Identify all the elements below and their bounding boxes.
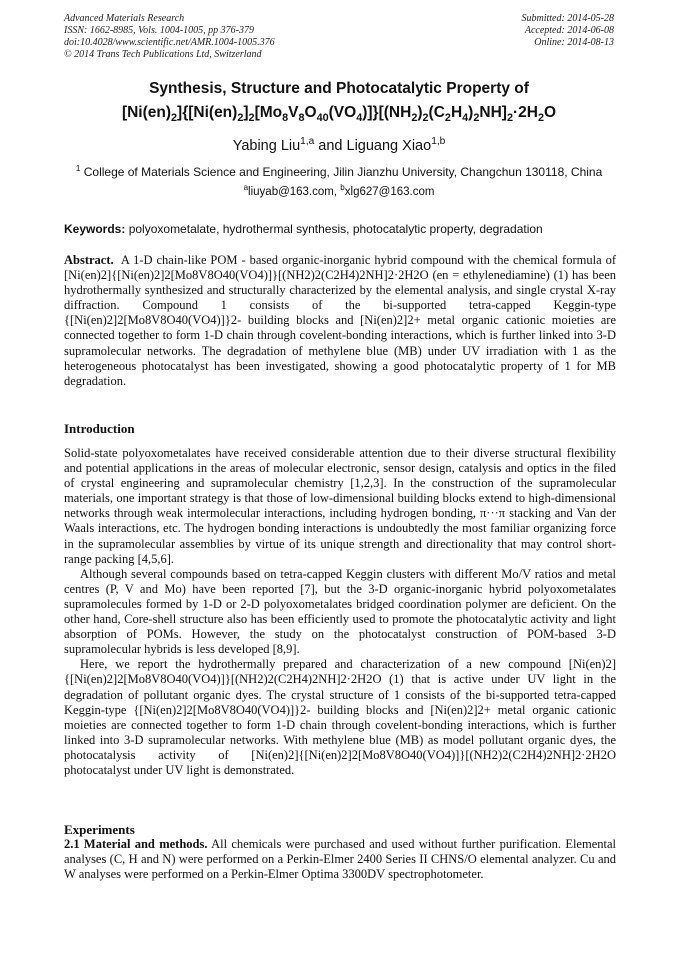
paragraph: Although several compounds based on tetra-capped Keggin clusters with different Mo/V ratios and metal centres (P, V and Mo) have been reported [7], but the 3-D organic-inorganic hybrid polyoxometalates supramolecules formed by 1-D or 2-D polyoxometalates bridged coordination polymer are deficient. On the other hand, Core-shell structure also has been efficiently used to promote the photocatalytic activity and light absorption of POMs. However, the study on the photocatalyst construction of POM-based 3-D supramolecular hybrids is less developed [8,9]. [64, 566, 616, 657]
affiliation-number: 1 [75, 163, 81, 173]
keywords-label: Keywords: [64, 222, 126, 236]
experiments-body [64, 837, 616, 882]
author-affiliation-mark: 1,a [300, 136, 315, 148]
affiliation-text: College of Materials Science and Engineering, Jilin Jianzhu University, Changchun 130118, China [83, 165, 603, 179]
introduction-heading: Introduction [64, 421, 135, 436]
journal-header [64, 13, 275, 61]
online-date: Online: 2014-08-13 [534, 37, 614, 48]
keywords-text: polyoxometalate, hydrothermal synthesis, photocatalytic property, degradation [128, 222, 543, 236]
email-mark: a [243, 183, 249, 193]
author-affiliation-mark: 1,b [431, 136, 446, 148]
author-name: Yabing Liu [232, 138, 301, 154]
introduction-body [64, 446, 616, 778]
abstract-label: Abstract. [64, 253, 114, 267]
copyright-line: © 2014 Trans Tech Publications Ltd, Switzerland [64, 49, 262, 60]
accepted-date: Accepted: 2014-06-08 [524, 25, 614, 36]
dates-header [522, 13, 615, 49]
experiments-heading: Experiments [64, 822, 135, 837]
subsection-label: 2.1 Material and methods. [64, 837, 208, 851]
paragraph: Here, we report the hydrothermally prepared and characterization of a new compound [Ni(en)2]{[Ni(en)2]2[Mo8V8O40(VO4)]}[(NH2)2(C2H4)2NH]2·2H2O (1) that is active under UV light in the degradation of pollutant organic dyes. The crystal structure of 1 consists of the bi-supported tetra-capped Keggin-type {[Ni(en)2]2[Mo8V8O40(VO4)]}2- building blocks and [Ni(en)2]2+ metal organic cationic moieties are connected together to form 1-D chain through covelent-bonding interactions, which is further linked into 3-D supramolecular networks. With methylene blue (MB) as model pollutant organic dyes, the photocatalysis activity of [Ni(en)2]{[Ni(en)2]2[Mo8V8O40(VO4)]}[(NH2)2(C2H4)2NH]2·2H2O photocatalyst under UV light is demonstrated. [64, 657, 616, 777]
author-name: Liguang Xiao [346, 138, 432, 154]
paragraph: Solid-state polyoxometalates have received considerable attention due to their diverse structural flexibility and potential applications in the areas of molecular electronic, sensor design, catalysis and optics in the filed of crystal engineering and supramolecular chemistry [1,2,3]. In the construction of the supramolecular materials, one important strategy is that those of low-dimensional building blocks extend to high-dimensional networks through weak intermolecular interactions, including hydrogen bonding, π···π stacking and Van der Waals interactions, etc. The hydrogen bonding interactions is undoubtedly the most familiar organizing force in the supramolecular assemblies by virtue of its unique strength and directionality that may control short-range packing [4,5,6]. [64, 446, 616, 566]
email-line [40, 183, 638, 198]
paragraph: All chemicals were purchased and used without further purification. Elemental analyses (C, H and N) were performed on a Perkin-Elmer 2400 Series II CHNS/O elemental analyzer. Cu and W analyses were performed on a Perkin-Elmer Optima 3300DV spectrophotometer. [64, 837, 617, 882]
email-mark: b [340, 183, 345, 193]
affiliation [40, 165, 638, 179]
author-conjunction: and [318, 138, 343, 154]
issn-line: ISSN: 1662-8985, Vols. 1004-1005, pp 376-379 [64, 25, 254, 36]
email-link[interactable]: liuyab@163.com, [248, 186, 338, 198]
paper-title-formula: $[Ni(en)_2]\{[Ni(en)_2]_2[Mo_8V_8O_{40}(VO_4)]\}[(NH_2)_2(C_2H_4)_2NH]_2\cdot 2H_2O$ [121, 104, 557, 125]
author-list [40, 138, 638, 154]
abstract [64, 253, 616, 389]
journal-name: Advanced Materials Research [64, 13, 185, 24]
doi-line: doi:10.4028/www.scientific.net/AMR.1004-1005.376 [64, 37, 275, 48]
email-link[interactable]: xlg627@163.com [344, 186, 435, 198]
keywords [64, 222, 616, 236]
submitted-date: Submitted: 2014-05-28 [521, 13, 614, 24]
abstract-text: A 1-D chain-like POM - based organic-inorganic hybrid compound with the chemical formula of [Ni(en)2]{[Ni(en)2]2[Mo8V8O40(VO4)]}[(NH2)2(C2H4)2NH]2·2H2O (en = ethylenediamine) (1) has been hydrothermally synthesized and structurally characterized by the elemental analysis, and single crystal X-ray diffraction. Compound 1 consists of the bi-supported tetra-capped Keggin-type {[Ni(en)2]2[Mo8V8O40(VO4)]}2- building blocks and [Ni(en)2]2+ metal organic cationic moieties are connected together to form 1-D chain through covelent-bonding interactions, which is further linked into 3-D supramolecular networks. The degradation of methylene blue (MB) under UV irradiation with 1 as the heterogeneous photocatalyst has been investigated, showing a good photocatalytic property of 1 for MB degradation. [64, 253, 616, 388]
paper-title-line1: Synthesis, Structure and Photocatalytic Property of [149, 80, 529, 97]
